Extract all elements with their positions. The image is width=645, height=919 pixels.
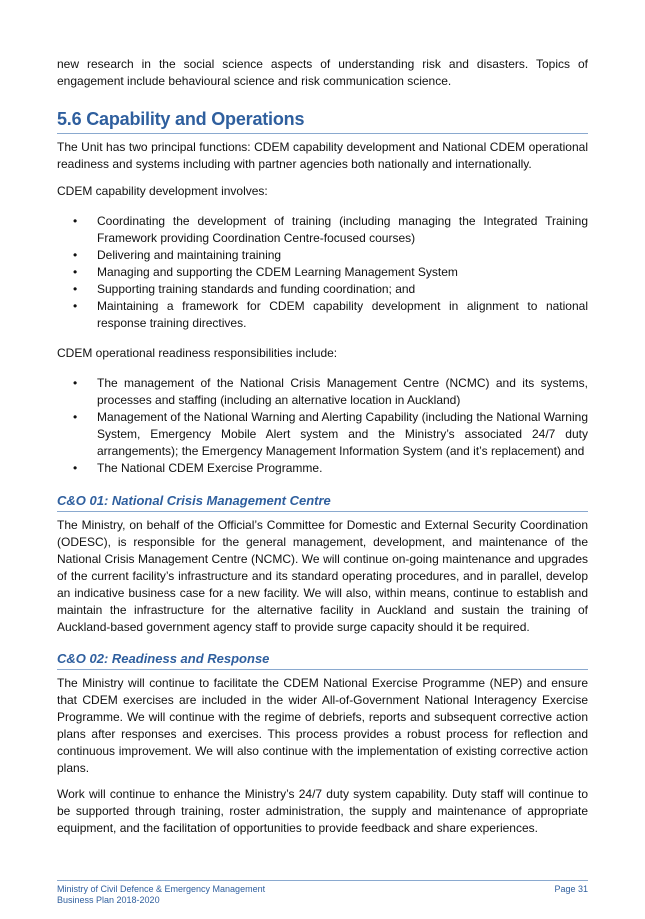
co01-heading: C&O 01: National Crisis Management Centre: [57, 493, 588, 512]
readiness-list: [57, 375, 588, 477]
list-item: • The National CDEM Exercise Programme.: [73, 461, 323, 475]
list-item: • Supporting training standards and funding coordination; and: [73, 282, 416, 296]
section-paragraph: The Unit has two principal functions: CDEM capability development and National CDEM operational readiness and systems including with partner agencies both nationally and internationally.: [57, 140, 588, 171]
capability-intro: CDEM capability development involves:: [57, 184, 268, 198]
list-item: • Maintaining a framework for CDEM capability development in alignment to national response training directives.: [73, 299, 588, 330]
page-footer: [57, 880, 588, 906]
list-item: • Coordinating the development of training (including managing the Integrated Training Framework providing Coordination Centre-focused courses): [73, 214, 588, 245]
co02-paragraph-2: Work will continue to enhance the Ministry’s 24/7 duty system capability. Duty staff will continue to be supported through training, roster administration, the supply and maintenance of appropriate equipment, and the facilitation of opportunities to provide feedback and share experiences.: [57, 787, 588, 835]
section-heading: 5.6 Capability and Operations: [57, 109, 588, 134]
list-item: • Management of the National Warning and Alerting Capability (including the National Warning System, Emergency Mobile Alert system and the Ministry’s associated 24/7 duty arrangements); the Emergency Management Information System (and it’s replacement) and: [73, 410, 588, 458]
list-item: • The management of the National Crisis Management Centre (NCMC) and its systems, processes and staffing (including an alternative location in Auckland): [73, 376, 588, 407]
co01-paragraph: The Ministry, on behalf of the Official’s Committee for Domestic and External Security Coordination (ODESC), is responsible for the general management, development, and maintenance of the National Crisis Management Centre (NCMC). We will continue on-going maintenance and upgrades of the current facility’s infrastructure and its standard operating procedures, and in parallel, develop an indicative business case for a new facility. We will also, within means, continue to establish and maintain the infrastructure for the alternative facility in Auckland and sustain the training of Auckland-based government agency staff to provide surge capacity should it be required.: [57, 518, 588, 634]
intro-paragraph: new research in the social science aspects of understanding risk and disasters. Topics of engagement include behavioural science and risk communication science.: [57, 57, 588, 88]
footer-org: Ministry of Civil Defence & Emergency Management: [57, 884, 266, 894]
list-item: • Managing and supporting the CDEM Learning Management System: [73, 265, 458, 279]
capability-list: [57, 213, 588, 332]
co02-paragraph: The Ministry will continue to facilitate the CDEM National Exercise Programme (NEP) and ensure that CDEM exercises are included in the wider All-of-Government National Interagency Exercise Programme. We will continue with the regime of debriefs, reports and subsequent corrective action plans after responses and exercises. This process provides a robust process for reflection and continuous improvement. We will also continue with the implementation of existing corrective action plans.: [57, 676, 588, 775]
list-item: • Delivering and maintaining training: [73, 248, 282, 262]
co02-heading: C&O 02: Readiness and Response: [57, 651, 588, 670]
readiness-intro: CDEM operational readiness responsibilities include:: [57, 346, 338, 360]
footer-doc: Business Plan 2018-2020: [57, 895, 160, 905]
page-number: Page 31: [554, 884, 588, 894]
